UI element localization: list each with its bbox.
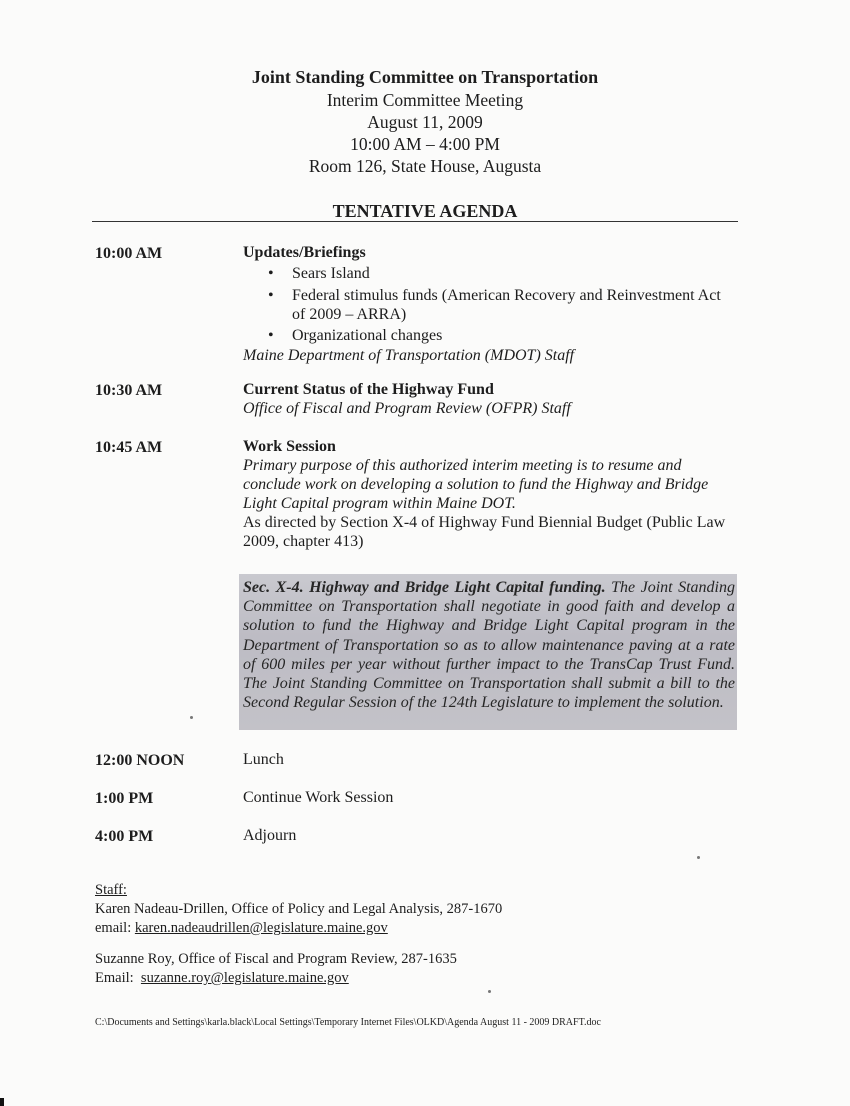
bullet-icon: • bbox=[268, 327, 274, 344]
section-heading: Sec. X-4. Highway and Bridge Light Capital funding. bbox=[243, 579, 606, 596]
scan-edge-mark bbox=[0, 1098, 4, 1106]
staff-person-1: Karen Nadeau-Drillen, Office of Policy and Legal Analysis, 287-1670 bbox=[95, 901, 503, 917]
list-item: • Federal stimulus funds (American Recovery and Reinvestment Act of 2009 – ARRA) bbox=[268, 287, 721, 323]
item-3-heading: Work Session bbox=[243, 438, 336, 455]
meeting-type: Interim Committee Meeting bbox=[326, 90, 524, 110]
agenda-item-1 bbox=[243, 243, 735, 365]
footer-file-path: C:\Documents and Settings\karla.black\Local Settings\Temporary Internet Files\OLKD\Agenda August 11 - 2009 DRAFT.doc bbox=[95, 1017, 601, 1028]
staff-person-2: Suzanne Roy, Office of Fiscal and Program Review, 287-1635 bbox=[95, 951, 457, 967]
list-item: • Organizational changes bbox=[268, 327, 443, 344]
item-3-directive: As directed by Section X-4 of Highway Fund Biennial Budget (Public Law 2009, chapter 413) bbox=[243, 514, 726, 550]
item-1-presenter: Maine Department of Transportation (MDOT) Staff bbox=[243, 347, 575, 364]
meeting-date: August 11, 2009 bbox=[367, 112, 483, 132]
agenda-item-3 bbox=[243, 437, 735, 551]
item-4-activity: Lunch bbox=[243, 751, 284, 768]
scan-speck bbox=[488, 990, 491, 993]
time-item-2: 10:30 AM bbox=[95, 382, 163, 399]
item-2-presenter: Office of Fiscal and Program Review (OFPR) Staff bbox=[243, 400, 571, 417]
staff-label: Staff: bbox=[95, 882, 127, 898]
meeting-location: Room 126, State House, Augusta bbox=[308, 156, 542, 176]
committee-title: Joint Standing Committee on Transportation bbox=[251, 67, 599, 87]
item-1-bullets bbox=[243, 264, 735, 345]
section-body: The Joint Standing Committee on Transportation shall negotiate in good faith and develop a solution to fund the Highway and Bridge Light Capital program in the Department of Transportation so as to allow maintenance paving at a rate of 600 miles per year without further impact to the TransCap Trust Fund. The Joint Standing Committee on Transportation shall submit a bill to the Second Regular Session of the 124th Legislature to implement the solution. bbox=[243, 579, 736, 712]
section-excerpt bbox=[243, 578, 735, 712]
time-item-1: 10:00 AM bbox=[95, 245, 163, 262]
email-link-2[interactable]: suzanne.roy@legislature.maine.gov bbox=[140, 970, 349, 986]
bullet-icon: • bbox=[268, 287, 274, 304]
time-item-6: 4:00 PM bbox=[95, 828, 154, 845]
agenda-item-2 bbox=[243, 380, 735, 418]
item-5-activity: Continue Work Session bbox=[243, 789, 394, 806]
header-divider bbox=[92, 221, 738, 222]
bullet-icon: • bbox=[268, 265, 274, 282]
item-2-heading: Current Status of the Highway Fund bbox=[243, 381, 494, 398]
scan-speck bbox=[697, 856, 700, 859]
time-item-4: 12:00 NOON bbox=[95, 752, 185, 769]
scan-speck bbox=[190, 716, 193, 719]
email-link-1[interactable]: karen.nadeaudrillen@legislature.maine.gov bbox=[134, 920, 388, 936]
staff-email-2-row: Email: suzanne.roy@legislature.maine.gov bbox=[95, 970, 349, 986]
item-3-purpose: Primary purpose of this authorized interim meeting is to resume and conclude work on developing a solution to fund the Highway and Bridge Light Capital program within Maine DOT. bbox=[243, 457, 709, 512]
agenda-title: TENTATIVE AGENDA bbox=[332, 201, 518, 221]
time-item-3: 10:45 AM bbox=[95, 439, 163, 456]
meeting-time: 10:00 AM – 4:00 PM bbox=[350, 134, 500, 154]
list-item: • Sears Island bbox=[268, 265, 370, 282]
item-6-activity: Adjourn bbox=[243, 827, 297, 844]
staff-email-1-row: email: karen.nadeaudrillen@legislature.maine.gov bbox=[95, 920, 388, 936]
item-1-heading: Updates/Briefings bbox=[243, 244, 366, 261]
time-item-5: 1:00 PM bbox=[95, 790, 154, 807]
